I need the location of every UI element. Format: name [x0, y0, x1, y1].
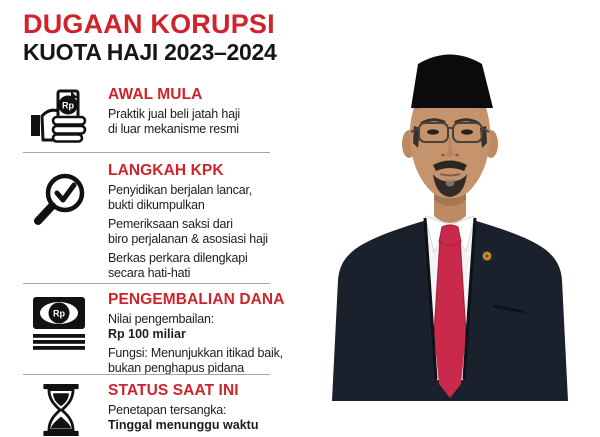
paragraph [108, 217, 283, 246]
paragraph [108, 107, 283, 136]
left-eye [427, 129, 439, 134]
section-text [108, 382, 283, 437]
body-line: Nilai pengembailan: [108, 312, 214, 326]
body-line: di luar mekanisme resmi [108, 121, 239, 136]
section-divider [23, 283, 270, 284]
section-divider [23, 152, 270, 153]
magnifier-check-icon [23, 170, 108, 228]
section-heading: PENGEMBALIAN DANA [108, 291, 285, 308]
body-line: Penyidikan berjalan lancar, [108, 183, 253, 197]
title-line-1: DUGAAN KORUPSI [23, 9, 275, 39]
section-langkah-kpk [23, 162, 283, 285]
paragraph [108, 183, 283, 212]
portrait-svg [330, 44, 570, 402]
paragraph [108, 312, 285, 341]
body-line: secara hati-hati [108, 265, 191, 280]
body-line-bold: Rp 100 miliar [108, 326, 186, 341]
paragraph [108, 251, 283, 280]
body-line: Fungsi: Menunjukkan itikad baik, [108, 346, 283, 360]
official-portrait-photo [330, 44, 570, 402]
body-line-bold: Tinggal menunggu waktu [108, 417, 259, 432]
page-title [23, 9, 277, 65]
body-line: bukti dikumpulkan [108, 197, 205, 212]
hourglass-icon [23, 384, 108, 436]
body-line: Berkas perkara dilengkapi [108, 251, 248, 265]
section-status-saat-ini [23, 382, 283, 437]
section-heading: AWAL MULA [108, 86, 203, 103]
paragraph [108, 403, 283, 432]
hand-money-icon [23, 88, 108, 146]
svg-text:Rp: Rp [53, 308, 65, 319]
face [402, 102, 498, 198]
section-pengembalian-dana [23, 291, 283, 380]
money-stack-icon-svg [31, 295, 91, 351]
section-text [108, 86, 283, 141]
body-line: biro perjalanan & asosiasi haji [108, 231, 268, 246]
content-column [23, 0, 285, 437]
body-line: Praktik jual beli jatah haji [108, 107, 240, 121]
magnifier-check-icon-svg [31, 170, 89, 228]
hourglass-icon-svg [39, 384, 83, 436]
peci-cap [411, 55, 493, 109]
body-line: Pemeriksaan saksi dari [108, 217, 233, 231]
section-divider [23, 374, 270, 375]
hand-money-icon-svg [31, 88, 95, 146]
right-eye [461, 129, 473, 134]
body-line: bukan penghapus pidana [108, 360, 245, 375]
title-line-2: KUOTA HAJI 2023–2024 [23, 39, 277, 65]
red-tie [434, 225, 466, 398]
paragraph [108, 346, 285, 375]
body-line: Penetapan tersangka: [108, 403, 227, 417]
section-text [108, 291, 285, 380]
svg-text:Rp: Rp [62, 100, 74, 111]
money-stack-icon [23, 295, 108, 351]
section-heading: LANGKAH KPK [108, 162, 224, 179]
section-heading: STATUS SAAT INI [108, 382, 239, 399]
section-awal-mula [23, 86, 283, 146]
section-text [108, 162, 283, 285]
